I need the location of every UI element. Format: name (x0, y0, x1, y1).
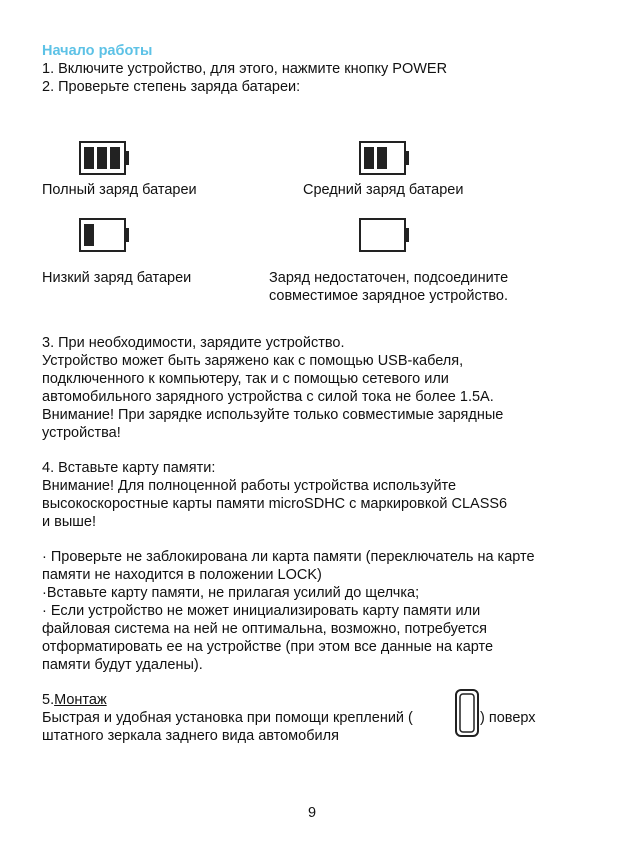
step-3-line: Устройство может быть заряжено как с помощью USB-кабеля, (42, 353, 464, 369)
step-5-line1-start: Быстрая и удобная установка при помощи креплений ( (42, 710, 413, 726)
step-1-text: 1. Включите устройство, для этого, нажмите кнопку POWER (42, 61, 448, 77)
battery-empty-icon (359, 218, 411, 252)
battery-medium-label: Средний заряд батареи (303, 182, 464, 198)
step-5-heading (42, 692, 107, 709)
note-line: файловая система на ней не оптимальна, возможно, потребуется (42, 621, 487, 637)
step-4-line: и выше! (42, 514, 96, 530)
note-line: отформатировать ее на устройстве (при этом все данные на карте (42, 639, 494, 655)
step-5-number: 5. (42, 692, 55, 708)
step-3-line: 3. При необходимости, зарядите устройство. (42, 335, 345, 351)
page-number: 9 (307, 805, 317, 821)
note-line: ·Вставьте карту памяти, не прилагая усилий до щелчка; (42, 585, 420, 601)
step-3-line: Внимание! При зарядке используйте только совместимые зарядные (42, 407, 504, 423)
battery-full-label: Полный заряд батареи (42, 182, 197, 198)
battery-low-icon (79, 218, 131, 252)
note-line: · Проверьте не заблокирована ли карта памяти (переключатель на карте (42, 549, 535, 565)
note-line: · Если устройство не может инициализировать карту памяти или (42, 603, 481, 619)
battery-low-label: Низкий заряд батареи (42, 270, 192, 286)
note-line: памяти будут удалены). (42, 657, 203, 673)
step-4-line: 4. Вставьте карту памяти: (42, 460, 216, 476)
note-line: памяти не находится в положении LOCK) (42, 567, 322, 583)
step-3-line: подключенного к компьютеру, так и с помощью сетевого или (42, 371, 449, 387)
step-3-line: устройства! (42, 425, 121, 441)
step-5-line2: штатного зеркала заднего вида автомобиля (42, 728, 339, 744)
step-5-line1-end: ) поверх (480, 710, 536, 726)
step-5-title: Монтаж (54, 692, 107, 708)
battery-empty-label-line1: Заряд недостаточен, подсоедините (269, 270, 509, 286)
battery-full-icon (79, 141, 131, 175)
section-title: Начало работы (42, 43, 153, 59)
step-2-text: 2. Проверьте степень заряда батареи: (42, 79, 301, 95)
battery-medium-icon (359, 141, 411, 175)
step-4-line: Внимание! Для полноценной работы устройства используйте (42, 478, 457, 494)
mount-bracket-icon (454, 688, 480, 738)
step-3-line: автомобильного зарядного устройства с силой тока не более 1.5A. (42, 389, 494, 405)
battery-empty-label-line2: совместимое зарядное устройство. (269, 288, 508, 304)
step-4-line: высокоскоростные карты памяти microSDHC с маркировкой CLASS6 (42, 496, 508, 512)
